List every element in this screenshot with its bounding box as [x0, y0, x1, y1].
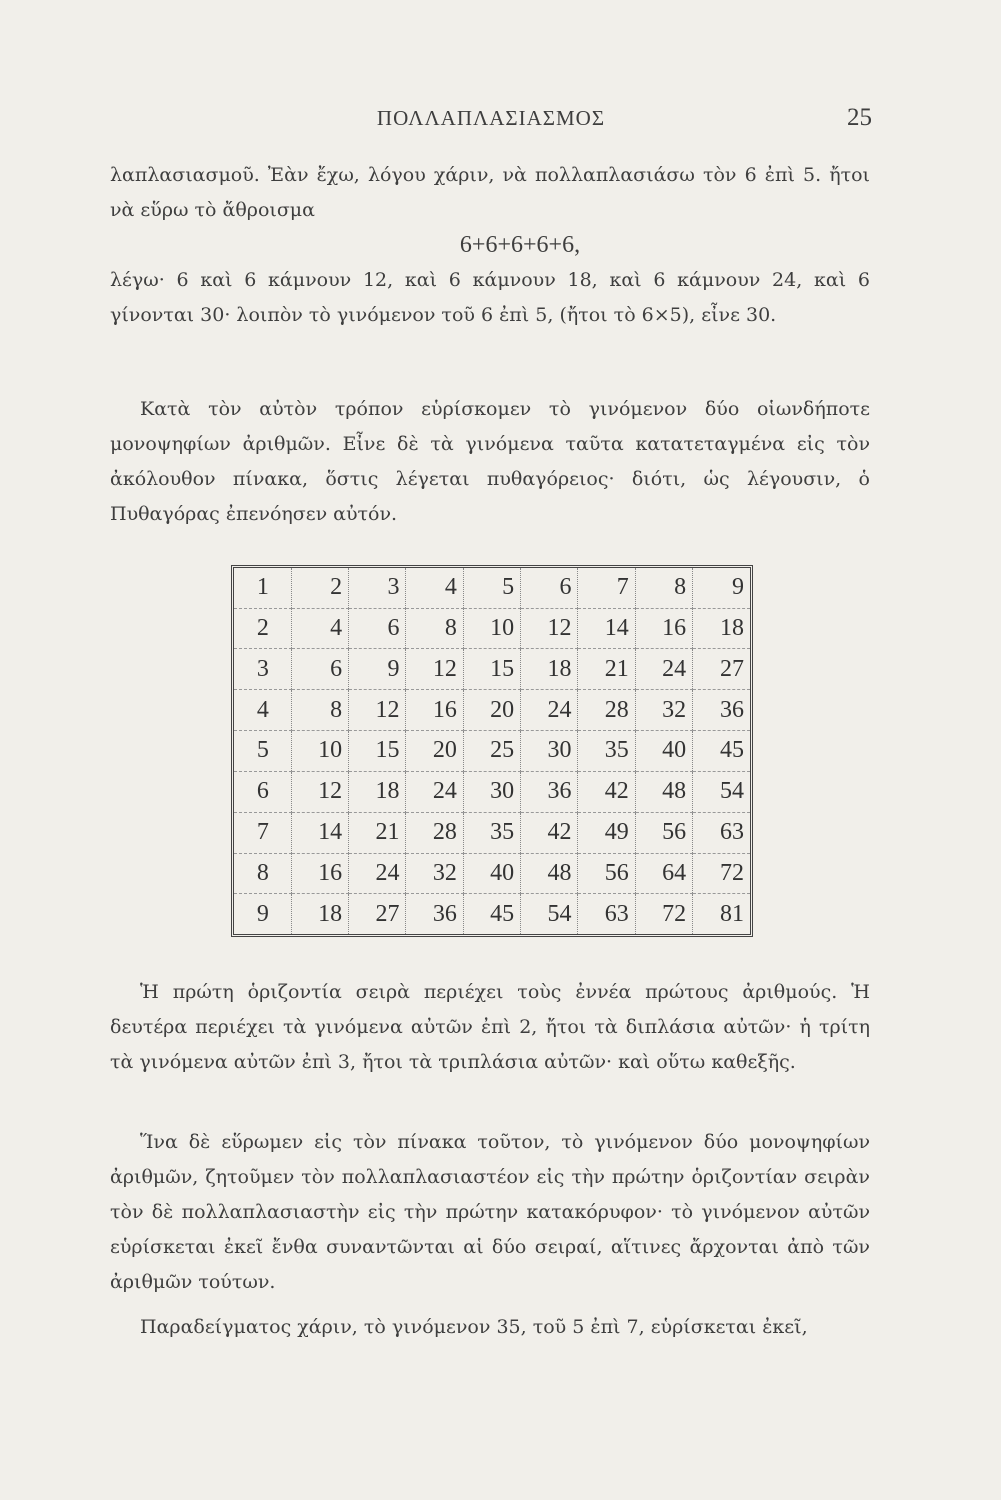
table-cell: 28	[406, 812, 463, 853]
table-cell: 6	[349, 608, 406, 649]
table-cell: 1	[234, 568, 291, 608]
table-cell: 14	[578, 608, 635, 649]
table-cell: 10	[463, 608, 520, 649]
table-cell: 35	[463, 812, 520, 853]
paragraph-1-text-a: λαπλασιασμοῦ. Ἐὰν ἔχω, λόγου χάριν, νὰ πολλαπλασιάσω τὸν 6 ἐπὶ 5. ἤτοι νὰ εὕρω τὸ ἄθροισμα	[110, 164, 870, 221]
table-cell: 18	[349, 771, 406, 812]
table-cell: 24	[349, 853, 406, 894]
table-cell: 12	[349, 690, 406, 731]
table-cell: 21	[578, 649, 635, 690]
table-cell: 81	[720, 900, 744, 927]
pythagorean-table	[231, 565, 753, 937]
table-cell: 8	[635, 568, 692, 608]
table-cell: 8	[406, 608, 463, 649]
sum-formula: 6+6+6+6+6,	[459, 232, 581, 258]
page-header	[110, 104, 872, 138]
table-cell: 36	[521, 771, 578, 812]
table-cell: 20	[463, 690, 520, 731]
paragraph-5: Παραδείγματος χάριν, τὸ γινόμενον 35, τοῦ 5 ἐπὶ 7, εὑρίσκεται ἐκεῖ,	[140, 1316, 808, 1338]
table-cell: 8	[291, 690, 348, 731]
table-cell: 48	[635, 771, 692, 812]
table-cell: 27	[349, 894, 406, 934]
table-cell: 56	[635, 812, 692, 853]
table-cell: 20	[406, 731, 463, 772]
table-row	[234, 568, 750, 608]
table-cell: 8	[234, 853, 291, 894]
table-cell: 36	[693, 690, 750, 731]
table-cell: 48	[521, 853, 578, 894]
table-cell: 6	[291, 649, 348, 690]
table-cell: 42	[521, 812, 578, 853]
table-cell: 45	[693, 731, 750, 772]
table-cell: 7	[234, 812, 291, 853]
table-cell: 30	[463, 771, 520, 812]
table-cell: 24	[635, 649, 692, 690]
table-cell: 2	[291, 568, 348, 608]
table-cell: 27	[693, 649, 750, 690]
table-cell: 15	[463, 649, 520, 690]
table-cell: 54	[693, 771, 750, 812]
table-cell: 28	[578, 690, 635, 731]
table-cell: 30	[521, 731, 578, 772]
multiplication-table	[234, 568, 750, 934]
table-cell: 63	[578, 894, 635, 934]
table-cell: 64	[635, 853, 692, 894]
table-cell: 12	[521, 608, 578, 649]
table-cell: 25	[463, 731, 520, 772]
table-cell: 15	[349, 731, 406, 772]
table-cell: 40	[463, 853, 520, 894]
table-cell: 18	[291, 894, 348, 934]
table-cell: 35	[578, 731, 635, 772]
table-cell: 5	[463, 568, 520, 608]
table-row	[234, 649, 750, 690]
table-cell: 10	[291, 731, 348, 772]
table-cell: 12	[291, 771, 348, 812]
table-cell: 3	[349, 568, 406, 608]
table-cell: 36	[406, 894, 463, 934]
table-cell: 45	[463, 894, 520, 934]
table-cell: 63	[693, 812, 750, 853]
table-cell: 72	[693, 853, 750, 894]
table-cell: 49	[578, 812, 635, 853]
paragraph-4: Ἵνα δὲ εὕρωμεν εἰς τὸν πίνακα τοῦτον, τὸ γινόμενον δύο μονοψηφίων ἀριθμῶν, ζητοῦμεν τὸν πολλαπλασιαστέον εἰς τὴν πρώτην ὁριζοντίαν σειρὰν τὸν δὲ πολλαπλασιαστὴν εἰς τὴν πρώτην κατακόρυφον· τὸ γινόμενον αὐτῶν εὑρίσκεται ἐκεῖ ἔνθα συναντῶνται αἱ δύο σειραί, αἵτινες ἄρχονται ἀπὸ τῶν ἀριθμῶν τούτων.	[110, 1131, 870, 1293]
running-title: ΠΟΛΛΑΠΛΑΣΙΑΣΜΟΣ	[376, 106, 606, 130]
table-cell: 9	[234, 894, 291, 934]
table-cell: 4	[291, 608, 348, 649]
table-cell: 40	[635, 731, 692, 772]
table-cell: 14	[291, 812, 348, 853]
table-cell: 7	[578, 568, 635, 608]
table-cell: 72	[635, 894, 692, 934]
table-cell: 6	[521, 568, 578, 608]
table-cell: 6	[234, 771, 291, 812]
table-cell: 18	[521, 649, 578, 690]
table-cell: 16	[635, 608, 692, 649]
table-cell: 16	[406, 690, 463, 731]
table-cell: 32	[635, 690, 692, 731]
table-cell: 21	[349, 812, 406, 853]
table-cell: 4	[406, 568, 463, 608]
table-cell: 5	[234, 731, 291, 772]
table-row	[234, 771, 750, 812]
table-row	[234, 608, 750, 649]
table-cell: 54	[521, 894, 578, 934]
table-cell: 9	[693, 568, 750, 608]
page-number: 25	[847, 104, 872, 131]
table-cell: 2	[234, 608, 291, 649]
table-row	[234, 894, 750, 934]
table-cell: 16	[291, 853, 348, 894]
table-cell: 24	[521, 690, 578, 731]
table-row	[234, 812, 750, 853]
table-cell: 9	[349, 649, 406, 690]
table-cell: 12	[406, 649, 463, 690]
table-cell: 3	[234, 649, 291, 690]
table-cell: 4	[234, 690, 291, 731]
table-cell: 32	[406, 853, 463, 894]
table-cell: 18	[693, 608, 750, 649]
table-row	[234, 731, 750, 772]
table-cell: 24	[406, 771, 463, 812]
table-cell: 56	[578, 853, 635, 894]
table-row	[234, 690, 750, 731]
paragraph-3: Ἡ πρώτη ὁριζοντία σειρὰ περιέχει τοὺς ἐννέα πρώτους ἀριθμούς. Ἡ δευτέρα περιέχει τὰ γινόμενα αὐτῶν ἐπὶ 2, ἤτοι τὰ διπλάσια αὐτῶν· ἡ τρίτη τὰ γινόμενα αὐτῶν ἐπὶ 3, ἤτοι τὰ τριπλάσια αὐτῶν· καὶ οὕτω καθεξῆς.	[110, 981, 870, 1073]
paragraph-1-text-b: λέγω· 6 καὶ 6 κάμνουν 12, καὶ 6 κάμνουν 18, καὶ 6 κάμνουν 24, καὶ 6 γίνονται 30· λοιπὸν τὸ γινόμενον τοῦ 6 ἐπὶ 5, (ἤτοι τὸ 6×5), εἶνε 30.	[110, 269, 870, 326]
table-row	[234, 853, 750, 894]
table-cell: 42	[578, 771, 635, 812]
paragraph-2: Κατὰ τὸν αὐτὸν τρόπον εὑρίσκομεν τὸ γινόμενον δύο οἱωνδήποτε μονοψηφίων ἀριθμῶν. Εἶνε δὲ τὰ γινόμενα ταῦτα κατατεταγμένα εἰς τὸν ἀκόλουθον πίνακα, ὅστις λέγεται πυθαγόρειος· διότι, ὡς λέγουσιν, ὁ Πυθαγόρας ἐπενόησεν αὐτόν.	[110, 398, 870, 525]
paragraph-1	[110, 158, 870, 333]
